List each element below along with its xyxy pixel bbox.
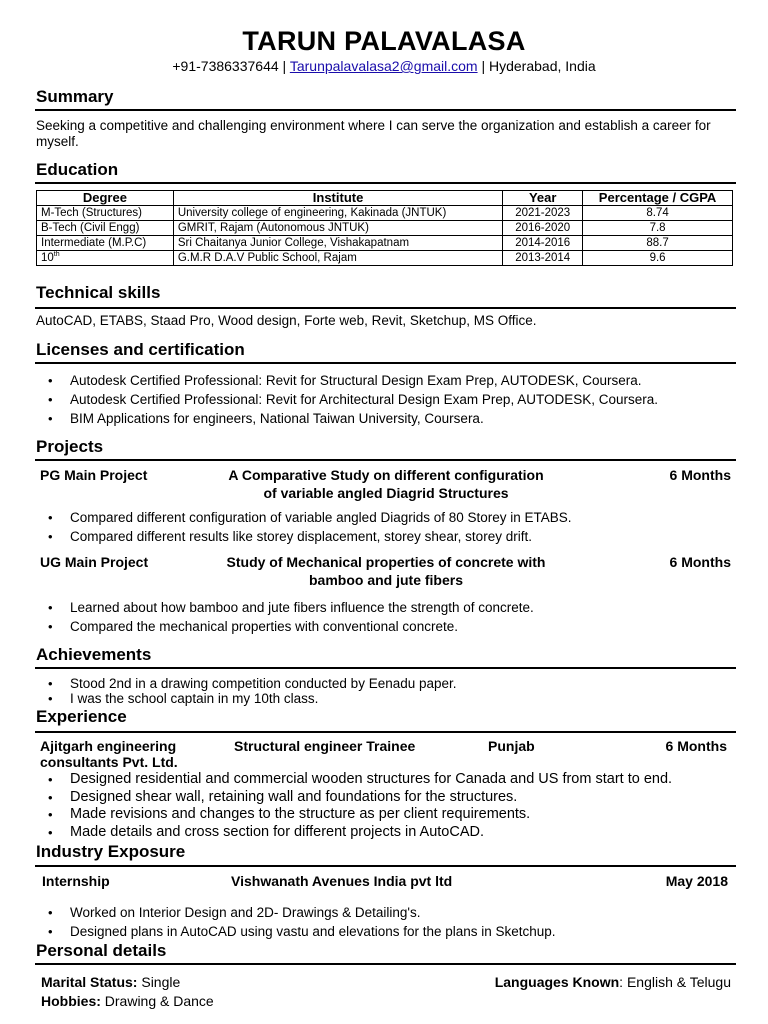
industry-type: Internship bbox=[42, 873, 110, 889]
languages-label: Languages Known bbox=[494, 974, 620, 990]
summary-text: Seeking a competitive and challenging environment where I can serve the organization and establish a career for myself. bbox=[36, 118, 711, 149]
table-row bbox=[37, 221, 733, 236]
table-header-row bbox=[37, 191, 733, 206]
score-cell: 7.8 bbox=[583, 221, 733, 236]
list-item: • Worked on Interior Design and 2D- Drawings & Detailing's. bbox=[36, 903, 556, 922]
ug-project-list bbox=[36, 598, 534, 636]
pg-project-duration: 6 Months bbox=[669, 467, 731, 483]
ug-project-title bbox=[186, 553, 586, 589]
location: | Hyderabad, India bbox=[481, 58, 596, 74]
experience-heading: Experience bbox=[36, 707, 127, 726]
summary-divider bbox=[35, 109, 736, 111]
column-header-year: Year bbox=[503, 191, 583, 206]
achievements-list bbox=[36, 676, 457, 706]
institute-cell: University college of engineering, Kakinada (JNTUK) bbox=[173, 206, 502, 221]
personal-heading: Personal details bbox=[36, 941, 167, 960]
licenses-list bbox=[36, 371, 658, 428]
pg-title-line2: of variable angled Diagrid Structures bbox=[263, 485, 509, 501]
experience-list bbox=[36, 771, 672, 841]
experience-place: Punjab bbox=[488, 738, 535, 754]
year-cell: 2014-2016 bbox=[503, 236, 583, 251]
company-line2: consultants Pvt. Ltd. bbox=[40, 754, 178, 770]
list-item: • Made details and cross section for different projects in AutoCAD. bbox=[36, 824, 672, 842]
candidate-name: TARUN PALAVALASA bbox=[242, 26, 526, 56]
degree-cell: M-Tech (Structures) bbox=[37, 206, 174, 221]
company-line1: Ajitgarh engineering bbox=[40, 738, 177, 754]
contact-line bbox=[0, 58, 768, 74]
degree-cell: B-Tech (Civil Engg) bbox=[37, 221, 174, 236]
year-cell: 2013-2014 bbox=[503, 251, 583, 266]
list-item: • Compared different results like storey displacement, storey shear, storey drift. bbox=[36, 527, 572, 546]
list-item: • Stood 2nd in a drawing competition conducted by Eenadu paper. bbox=[36, 676, 457, 691]
personal-divider bbox=[35, 963, 736, 965]
experience-role: Structural engineer Trainee bbox=[234, 738, 416, 754]
list-item: • Autodesk Certified Professional: Revit for Structural Design Exam Prep, AUTODESK, Coursera. bbox=[36, 371, 658, 390]
experience-company bbox=[40, 738, 178, 770]
hobbies bbox=[41, 993, 214, 1009]
list-item: • BIM Applications for engineers, National Taiwan University, Coursera. bbox=[36, 409, 658, 428]
column-header-degree: Degree bbox=[37, 191, 174, 206]
hobbies-label: Hobbies: bbox=[41, 993, 101, 1009]
year-cell: 2021-2023 bbox=[503, 206, 583, 221]
pg-project-title bbox=[186, 466, 586, 502]
list-item: • Learned about how bamboo and jute fibers influence the strength of concrete. bbox=[36, 598, 534, 617]
summary-heading: Summary bbox=[36, 87, 114, 106]
languages-value: : English & Telugu bbox=[619, 974, 731, 990]
marital-value: Single bbox=[141, 974, 181, 990]
industry-date: May 2018 bbox=[665, 873, 728, 889]
licenses-heading: Licenses and certification bbox=[36, 340, 245, 359]
email-link[interactable]: Tarunpalavalasa2@gmail.com bbox=[289, 58, 478, 74]
institute-cell: G.M.R D.A.V Public School, Rajam bbox=[173, 251, 502, 266]
degree-text: 10 bbox=[41, 252, 54, 264]
marital-status bbox=[41, 974, 180, 990]
industry-list bbox=[36, 903, 556, 941]
table-row bbox=[37, 206, 733, 221]
ug-title-line1: Study of Mechanical properties of concrete with bbox=[226, 554, 546, 570]
pg-project-list bbox=[36, 508, 572, 546]
achievements-heading: Achievements bbox=[36, 645, 152, 664]
ug-project-duration: 6 Months bbox=[669, 554, 731, 570]
list-item: • Compared different configuration of variable angled Diagrids of 80 Storey in ETABS. bbox=[36, 508, 572, 527]
list-item: • Made revisions and changes to the structure as per client requirements. bbox=[36, 806, 672, 824]
list-item: • Designed plans in AutoCAD using vastu and elevations for the plans in Sketchup. bbox=[36, 922, 556, 941]
degree-cell: Intermediate (M.P.C) bbox=[37, 236, 174, 251]
score-cell: 9.6 bbox=[583, 251, 733, 266]
skills-text: AutoCAD, ETABS, Staad Pro, Wood design, Forte web, Revit, Sketchup, MS Office. bbox=[36, 313, 537, 328]
table-row bbox=[37, 236, 733, 251]
projects-divider bbox=[35, 459, 736, 461]
pg-title-line1: A Comparative Study on different configuration bbox=[228, 467, 544, 483]
score-cell: 88.7 bbox=[583, 236, 733, 251]
list-item: • Autodesk Certified Professional: Revit for Architectural Design Exam Prep, AUTODESK, Coursera. bbox=[36, 390, 658, 409]
column-header-percentage: Percentage / CGPA bbox=[583, 191, 733, 206]
projects-heading: Projects bbox=[36, 437, 104, 456]
degree-cell bbox=[37, 251, 174, 266]
ug-project-label: UG Main Project bbox=[40, 554, 149, 570]
education-divider bbox=[35, 182, 736, 184]
languages bbox=[495, 974, 731, 990]
achievements-divider bbox=[35, 667, 736, 669]
score-cell: 8.74 bbox=[583, 206, 733, 221]
industry-heading: Industry Exposure bbox=[36, 842, 186, 861]
licenses-divider bbox=[35, 362, 736, 364]
degree-superscript: th bbox=[53, 251, 60, 259]
experience-duration: 6 Months bbox=[665, 738, 727, 754]
institute-cell: GMRIT, Rajam (Autonomous JNTUK) bbox=[173, 221, 502, 236]
table-row bbox=[37, 251, 733, 266]
column-header-institute: Institute bbox=[173, 191, 502, 206]
phone-number: +91-7386337644 | bbox=[172, 58, 287, 74]
list-item: • Designed shear wall, retaining wall and foundations for the structures. bbox=[36, 789, 672, 807]
education-table bbox=[36, 190, 733, 266]
skills-heading: Technical skills bbox=[36, 283, 161, 302]
pg-project-label: PG Main Project bbox=[40, 467, 148, 483]
experience-divider bbox=[35, 731, 736, 733]
list-item: • Designed residential and commercial wooden structures for Canada and US from start to end. bbox=[36, 771, 672, 789]
institute-cell: Sri Chaitanya Junior College, Vishakapatnam bbox=[173, 236, 502, 251]
industry-divider bbox=[35, 865, 736, 867]
industry-company: Vishwanath Avenues India pvt ltd bbox=[231, 873, 453, 889]
marital-label: Marital Status: bbox=[41, 974, 138, 990]
year-cell: 2016-2020 bbox=[503, 221, 583, 236]
list-item: • Compared the mechanical properties with conventional concrete. bbox=[36, 617, 534, 636]
education-heading: Education bbox=[36, 160, 119, 179]
list-item: • I was the school captain in my 10th class. bbox=[36, 691, 457, 706]
skills-divider bbox=[35, 307, 736, 309]
hobbies-value: Drawing & Dance bbox=[104, 993, 214, 1009]
ug-title-line2: bamboo and jute fibers bbox=[308, 572, 463, 588]
